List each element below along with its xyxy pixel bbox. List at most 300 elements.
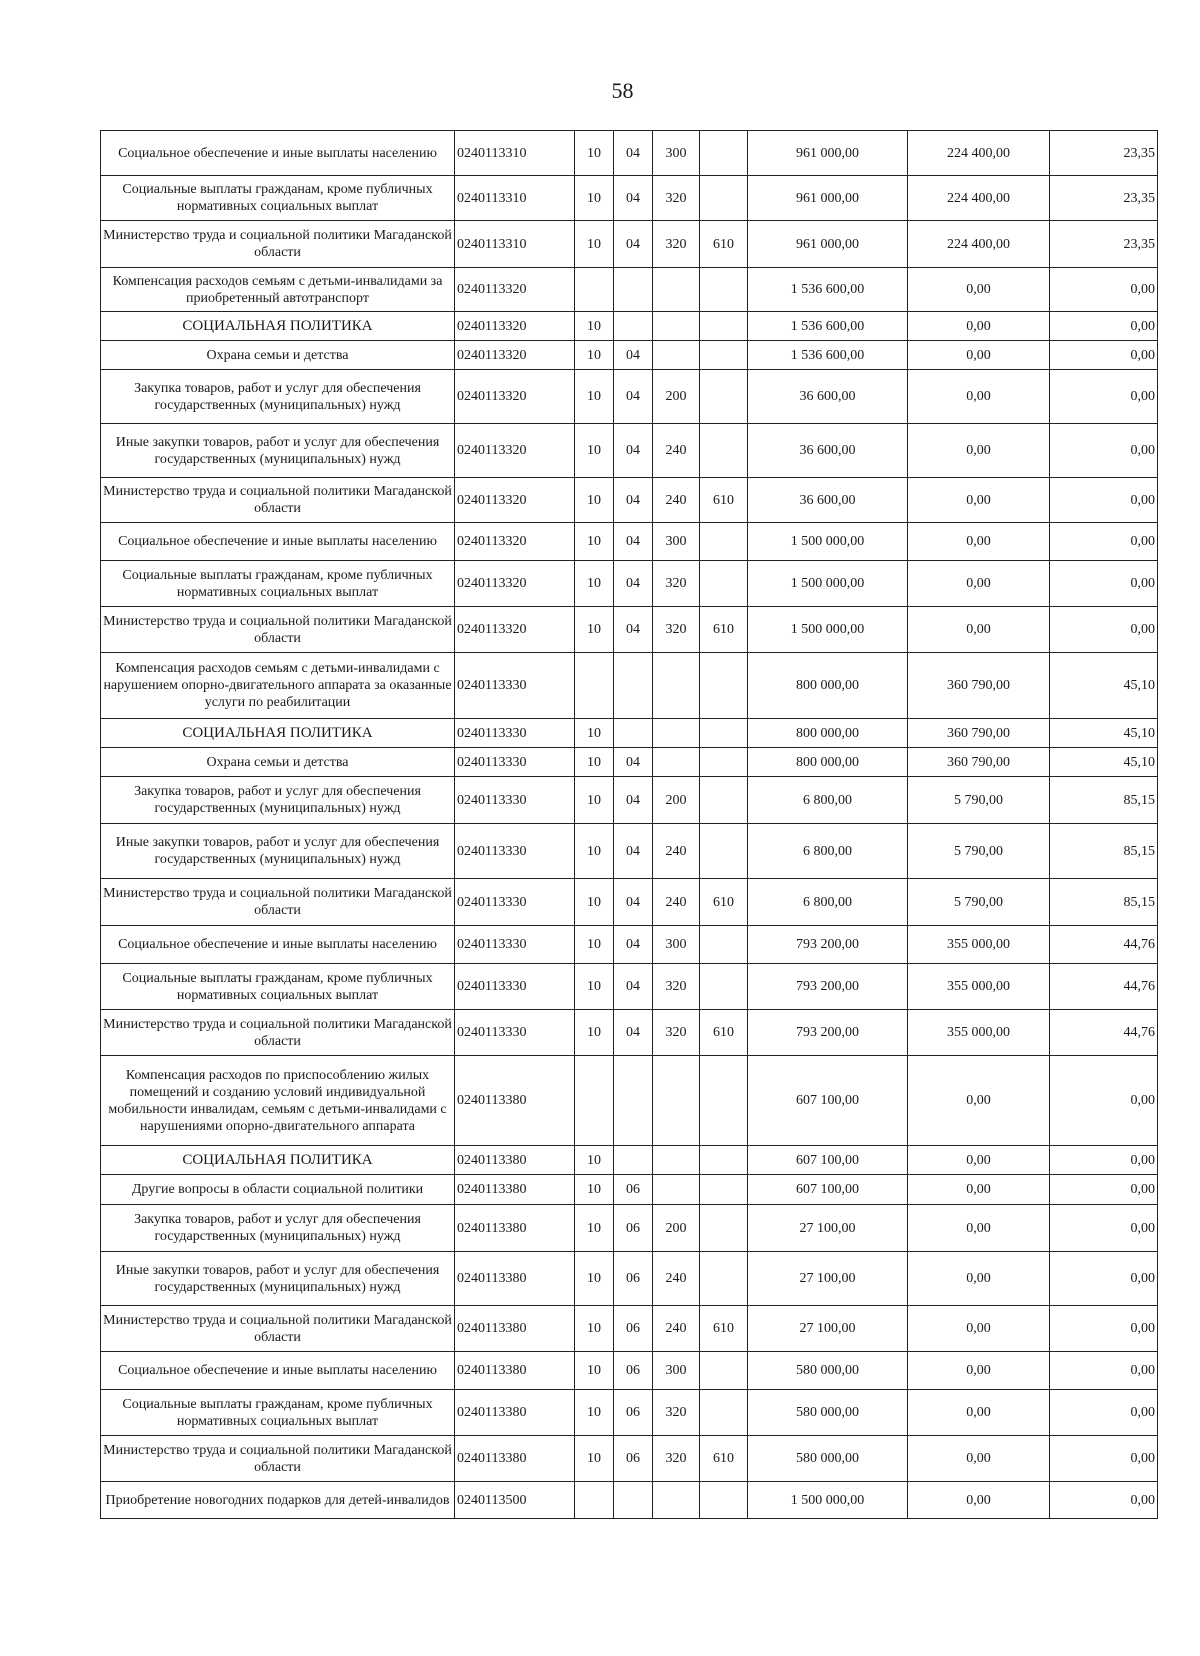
page-number: 58 bbox=[611, 78, 634, 103]
row-executed: 0,00 bbox=[908, 1352, 1050, 1390]
row-planned: 1 536 600,00 bbox=[748, 341, 908, 370]
row-percent: 0,00 bbox=[1050, 1390, 1158, 1436]
row-code: 0240113330 bbox=[455, 964, 575, 1010]
row-expense-type: 320 bbox=[653, 964, 700, 1010]
row-executed: 0,00 bbox=[908, 1390, 1050, 1436]
row-executed: 5 790,00 bbox=[908, 824, 1050, 879]
row-code: 0240113320 bbox=[455, 312, 575, 341]
row-executed: 0,00 bbox=[908, 1252, 1050, 1306]
row-subsection: 04 bbox=[614, 131, 653, 176]
row-percent: 0,00 bbox=[1050, 1175, 1158, 1205]
row-planned: 961 000,00 bbox=[748, 176, 908, 221]
row-code: 0240113380 bbox=[455, 1252, 575, 1306]
row-executed: 0,00 bbox=[908, 607, 1050, 653]
row-executed: 0,00 bbox=[908, 1146, 1050, 1175]
row-expense-type: 300 bbox=[653, 523, 700, 561]
row-expense-type bbox=[653, 312, 700, 341]
row-section: 10 bbox=[575, 221, 614, 268]
row-planned: 793 200,00 bbox=[748, 926, 908, 964]
row-executed: 224 400,00 bbox=[908, 131, 1050, 176]
row-name: Социальные выплаты гражданам, кроме публичных нормативных социальных выплат bbox=[101, 176, 455, 221]
row-expense-type bbox=[653, 719, 700, 748]
row-subsection bbox=[614, 653, 653, 719]
row-expense-type: 320 bbox=[653, 221, 700, 268]
table-row bbox=[101, 879, 1158, 926]
row-section: 10 bbox=[575, 964, 614, 1010]
row-percent: 0,00 bbox=[1050, 478, 1158, 523]
row-name: СОЦИАЛЬНАЯ ПОЛИТИКА bbox=[101, 719, 455, 748]
row-executed: 360 790,00 bbox=[908, 719, 1050, 748]
row-expense-type: 320 bbox=[653, 1436, 700, 1482]
table-row bbox=[101, 964, 1158, 1010]
table-row bbox=[101, 341, 1158, 370]
table-row bbox=[101, 268, 1158, 312]
table-row bbox=[101, 719, 1158, 748]
row-subsection bbox=[614, 719, 653, 748]
row-percent: 0,00 bbox=[1050, 607, 1158, 653]
row-name: Охрана семьи и детства bbox=[101, 341, 455, 370]
row-administrator bbox=[700, 341, 748, 370]
row-administrator: 610 bbox=[700, 1010, 748, 1056]
table-row bbox=[101, 1390, 1158, 1436]
row-subsection: 06 bbox=[614, 1205, 653, 1252]
row-subsection: 04 bbox=[614, 370, 653, 424]
table-row bbox=[101, 561, 1158, 607]
row-name: Компенсация расходов семьям с детьми-инвалидами за приобретенный автотранспорт bbox=[101, 268, 455, 312]
row-executed: 224 400,00 bbox=[908, 176, 1050, 221]
row-executed: 0,00 bbox=[908, 1306, 1050, 1352]
row-subsection: 04 bbox=[614, 523, 653, 561]
row-administrator: 610 bbox=[700, 1306, 748, 1352]
row-subsection bbox=[614, 1482, 653, 1519]
row-name: Социальное обеспечение и иные выплаты населению bbox=[101, 523, 455, 561]
row-percent: 85,15 bbox=[1050, 879, 1158, 926]
row-executed: 0,00 bbox=[908, 312, 1050, 341]
row-subsection: 04 bbox=[614, 221, 653, 268]
table-row bbox=[101, 777, 1158, 824]
row-subsection: 04 bbox=[614, 561, 653, 607]
row-name: Приобретение новогодних подарков для детей-инвалидов bbox=[101, 1482, 455, 1519]
row-planned: 1 500 000,00 bbox=[748, 1482, 908, 1519]
row-planned: 36 600,00 bbox=[748, 370, 908, 424]
row-expense-type: 240 bbox=[653, 879, 700, 926]
table-row bbox=[101, 1056, 1158, 1146]
row-percent: 0,00 bbox=[1050, 424, 1158, 478]
table-row bbox=[101, 926, 1158, 964]
row-planned: 1 536 600,00 bbox=[748, 312, 908, 341]
row-expense-type: 240 bbox=[653, 824, 700, 879]
row-expense-type: 300 bbox=[653, 131, 700, 176]
row-code: 0240113380 bbox=[455, 1205, 575, 1252]
row-administrator bbox=[700, 1175, 748, 1205]
row-name: Иные закупки товаров, работ и услуг для обеспечения государственных (муниципальных) нужд bbox=[101, 424, 455, 478]
row-name: Социальное обеспечение и иные выплаты населению bbox=[101, 926, 455, 964]
row-percent: 45,10 bbox=[1050, 719, 1158, 748]
row-section: 10 bbox=[575, 523, 614, 561]
row-expense-type: 300 bbox=[653, 926, 700, 964]
row-planned: 1 536 600,00 bbox=[748, 268, 908, 312]
row-section: 10 bbox=[575, 1252, 614, 1306]
row-name: Закупка товаров, работ и услуг для обеспечения государственных (муниципальных) нужд bbox=[101, 1205, 455, 1252]
table-row bbox=[101, 176, 1158, 221]
row-subsection: 04 bbox=[614, 879, 653, 926]
row-subsection: 04 bbox=[614, 478, 653, 523]
table-row bbox=[101, 312, 1158, 341]
row-section: 10 bbox=[575, 1175, 614, 1205]
row-planned: 961 000,00 bbox=[748, 131, 908, 176]
row-executed: 0,00 bbox=[908, 561, 1050, 607]
row-administrator bbox=[700, 370, 748, 424]
row-subsection: 06 bbox=[614, 1436, 653, 1482]
row-code: 0240113310 bbox=[455, 221, 575, 268]
row-code: 0240113380 bbox=[455, 1390, 575, 1436]
row-percent: 85,15 bbox=[1050, 824, 1158, 879]
row-administrator: 610 bbox=[700, 478, 748, 523]
row-section: 10 bbox=[575, 478, 614, 523]
row-expense-type: 200 bbox=[653, 1205, 700, 1252]
row-section bbox=[575, 1056, 614, 1146]
row-name: Иные закупки товаров, работ и услуг для обеспечения государственных (муниципальных) нужд bbox=[101, 1252, 455, 1306]
row-administrator bbox=[700, 653, 748, 719]
table-row bbox=[101, 370, 1158, 424]
row-name: Закупка товаров, работ и услуг для обеспечения государственных (муниципальных) нужд bbox=[101, 777, 455, 824]
row-subsection: 06 bbox=[614, 1390, 653, 1436]
row-percent: 0,00 bbox=[1050, 1146, 1158, 1175]
row-percent: 0,00 bbox=[1050, 1056, 1158, 1146]
row-subsection: 04 bbox=[614, 424, 653, 478]
row-administrator bbox=[700, 1482, 748, 1519]
table-row bbox=[101, 1146, 1158, 1175]
row-subsection: 06 bbox=[614, 1352, 653, 1390]
row-percent: 85,15 bbox=[1050, 777, 1158, 824]
row-name: Министерство труда и социальной политики Магаданской области bbox=[101, 1010, 455, 1056]
row-administrator bbox=[700, 1252, 748, 1306]
row-executed: 0,00 bbox=[908, 1056, 1050, 1146]
row-code: 0240113330 bbox=[455, 926, 575, 964]
row-percent: 44,76 bbox=[1050, 1010, 1158, 1056]
row-subsection: 04 bbox=[614, 748, 653, 777]
table-row bbox=[101, 1010, 1158, 1056]
row-code: 0240113380 bbox=[455, 1175, 575, 1205]
row-percent: 0,00 bbox=[1050, 268, 1158, 312]
row-section: 10 bbox=[575, 176, 614, 221]
table-row bbox=[101, 748, 1158, 777]
row-executed: 5 790,00 bbox=[908, 777, 1050, 824]
row-subsection: 04 bbox=[614, 341, 653, 370]
row-executed: 0,00 bbox=[908, 341, 1050, 370]
row-expense-type bbox=[653, 748, 700, 777]
row-section: 10 bbox=[575, 1010, 614, 1056]
row-expense-type bbox=[653, 268, 700, 312]
row-name: Другие вопросы в области социальной политики bbox=[101, 1175, 455, 1205]
row-administrator bbox=[700, 523, 748, 561]
row-expense-type: 240 bbox=[653, 478, 700, 523]
row-section: 10 bbox=[575, 341, 614, 370]
row-executed: 360 790,00 bbox=[908, 653, 1050, 719]
row-administrator bbox=[700, 312, 748, 341]
row-executed: 355 000,00 bbox=[908, 1010, 1050, 1056]
row-code: 0240113310 bbox=[455, 176, 575, 221]
row-code: 0240113320 bbox=[455, 268, 575, 312]
row-percent: 0,00 bbox=[1050, 1306, 1158, 1352]
row-administrator bbox=[700, 268, 748, 312]
row-subsection bbox=[614, 268, 653, 312]
row-section: 10 bbox=[575, 312, 614, 341]
row-administrator bbox=[700, 1205, 748, 1252]
row-code: 0240113380 bbox=[455, 1352, 575, 1390]
row-planned: 961 000,00 bbox=[748, 221, 908, 268]
row-percent: 0,00 bbox=[1050, 341, 1158, 370]
row-subsection: 06 bbox=[614, 1306, 653, 1352]
table-row bbox=[101, 1436, 1158, 1482]
row-percent: 0,00 bbox=[1050, 561, 1158, 607]
row-code: 0240113380 bbox=[455, 1306, 575, 1352]
row-administrator bbox=[700, 964, 748, 1010]
row-name: Компенсация расходов по приспособлению жилых помещений и созданию условий индивидуальной мобильности инвалидам, семьям с детьми-инвалидами с нарушениями опорно-двигательного аппарата bbox=[101, 1056, 455, 1146]
row-code: 0240113320 bbox=[455, 370, 575, 424]
row-name: Социальные выплаты гражданам, кроме публичных нормативных социальных выплат bbox=[101, 1390, 455, 1436]
table-row bbox=[101, 1352, 1158, 1390]
row-administrator bbox=[700, 777, 748, 824]
row-name: Министерство труда и социальной политики Магаданской области bbox=[101, 221, 455, 268]
table-row bbox=[101, 131, 1158, 176]
row-code: 0240113330 bbox=[455, 653, 575, 719]
row-planned: 36 600,00 bbox=[748, 424, 908, 478]
row-subsection bbox=[614, 1146, 653, 1175]
row-subsection: 06 bbox=[614, 1252, 653, 1306]
row-expense-type bbox=[653, 1056, 700, 1146]
row-name: Министерство труда и социальной политики Магаданской области bbox=[101, 1306, 455, 1352]
row-code: 0240113330 bbox=[455, 879, 575, 926]
row-expense-type bbox=[653, 653, 700, 719]
row-expense-type: 320 bbox=[653, 1390, 700, 1436]
row-name: Иные закупки товаров, работ и услуг для обеспечения государственных (муниципальных) нужд bbox=[101, 824, 455, 879]
row-planned: 36 600,00 bbox=[748, 478, 908, 523]
row-subsection: 04 bbox=[614, 926, 653, 964]
table-row bbox=[101, 824, 1158, 879]
row-subsection: 06 bbox=[614, 1175, 653, 1205]
row-executed: 0,00 bbox=[908, 1205, 1050, 1252]
row-expense-type: 320 bbox=[653, 561, 700, 607]
row-percent: 0,00 bbox=[1050, 1482, 1158, 1519]
table-row bbox=[101, 478, 1158, 523]
row-planned: 607 100,00 bbox=[748, 1175, 908, 1205]
row-expense-type: 200 bbox=[653, 370, 700, 424]
row-planned: 800 000,00 bbox=[748, 719, 908, 748]
row-planned: 793 200,00 bbox=[748, 964, 908, 1010]
row-percent: 23,35 bbox=[1050, 131, 1158, 176]
row-expense-type bbox=[653, 1146, 700, 1175]
table-row bbox=[101, 221, 1158, 268]
row-code: 0240113330 bbox=[455, 777, 575, 824]
row-section: 10 bbox=[575, 1436, 614, 1482]
row-subsection: 04 bbox=[614, 1010, 653, 1056]
row-code: 0240113330 bbox=[455, 824, 575, 879]
row-code: 0240113330 bbox=[455, 1010, 575, 1056]
row-subsection: 04 bbox=[614, 824, 653, 879]
table-row bbox=[101, 653, 1158, 719]
row-planned: 6 800,00 bbox=[748, 824, 908, 879]
row-expense-type: 240 bbox=[653, 1252, 700, 1306]
row-expense-type: 320 bbox=[653, 1010, 700, 1056]
row-expense-type: 200 bbox=[653, 777, 700, 824]
row-percent: 0,00 bbox=[1050, 370, 1158, 424]
row-code: 0240113320 bbox=[455, 424, 575, 478]
row-subsection bbox=[614, 312, 653, 341]
row-expense-type: 240 bbox=[653, 1306, 700, 1352]
row-percent: 44,76 bbox=[1050, 926, 1158, 964]
row-name: Министерство труда и социальной политики Магаданской области bbox=[101, 478, 455, 523]
row-code: 0240113380 bbox=[455, 1146, 575, 1175]
row-executed: 360 790,00 bbox=[908, 748, 1050, 777]
table-row bbox=[101, 1252, 1158, 1306]
row-section: 10 bbox=[575, 1306, 614, 1352]
row-percent: 44,76 bbox=[1050, 964, 1158, 1010]
row-code: 0240113310 bbox=[455, 131, 575, 176]
row-code: 0240113330 bbox=[455, 719, 575, 748]
row-subsection bbox=[614, 1056, 653, 1146]
row-administrator bbox=[700, 1352, 748, 1390]
row-planned: 793 200,00 bbox=[748, 1010, 908, 1056]
row-administrator bbox=[700, 719, 748, 748]
row-planned: 6 800,00 bbox=[748, 777, 908, 824]
row-planned: 800 000,00 bbox=[748, 748, 908, 777]
table-row bbox=[101, 523, 1158, 561]
row-section: 10 bbox=[575, 1146, 614, 1175]
row-executed: 0,00 bbox=[908, 1482, 1050, 1519]
row-subsection: 04 bbox=[614, 607, 653, 653]
row-planned: 607 100,00 bbox=[748, 1056, 908, 1146]
row-administrator bbox=[700, 926, 748, 964]
table-row bbox=[101, 1205, 1158, 1252]
row-section: 10 bbox=[575, 1390, 614, 1436]
row-executed: 0,00 bbox=[908, 478, 1050, 523]
row-code: 0240113320 bbox=[455, 607, 575, 653]
row-administrator bbox=[700, 824, 748, 879]
row-code: 0240113320 bbox=[455, 478, 575, 523]
row-executed: 0,00 bbox=[908, 523, 1050, 561]
row-section: 10 bbox=[575, 424, 614, 478]
row-code: 0240113320 bbox=[455, 523, 575, 561]
row-administrator bbox=[700, 748, 748, 777]
row-name: Министерство труда и социальной политики Магаданской области bbox=[101, 1436, 455, 1482]
table-row bbox=[101, 424, 1158, 478]
row-planned: 580 000,00 bbox=[748, 1436, 908, 1482]
table-row bbox=[101, 1175, 1158, 1205]
row-code: 0240113320 bbox=[455, 561, 575, 607]
row-subsection: 04 bbox=[614, 176, 653, 221]
row-executed: 355 000,00 bbox=[908, 926, 1050, 964]
row-section: 10 bbox=[575, 1352, 614, 1390]
table-row bbox=[101, 1482, 1158, 1519]
row-code: 0240113380 bbox=[455, 1436, 575, 1482]
row-planned: 27 100,00 bbox=[748, 1252, 908, 1306]
row-section: 10 bbox=[575, 561, 614, 607]
table-row bbox=[101, 607, 1158, 653]
row-administrator bbox=[700, 561, 748, 607]
row-section: 10 bbox=[575, 1205, 614, 1252]
row-administrator bbox=[700, 1146, 748, 1175]
row-administrator bbox=[700, 131, 748, 176]
row-code: 0240113500 bbox=[455, 1482, 575, 1519]
row-planned: 800 000,00 bbox=[748, 653, 908, 719]
row-section: 10 bbox=[575, 926, 614, 964]
row-planned: 580 000,00 bbox=[748, 1390, 908, 1436]
row-name: Социальные выплаты гражданам, кроме публичных нормативных социальных выплат bbox=[101, 561, 455, 607]
row-section: 10 bbox=[575, 824, 614, 879]
row-planned: 27 100,00 bbox=[748, 1205, 908, 1252]
row-percent: 0,00 bbox=[1050, 1252, 1158, 1306]
row-percent: 0,00 bbox=[1050, 312, 1158, 341]
row-name: Министерство труда и социальной политики Магаданской области bbox=[101, 607, 455, 653]
row-administrator: 610 bbox=[700, 879, 748, 926]
budget-table bbox=[100, 130, 1158, 1519]
row-executed: 0,00 bbox=[908, 370, 1050, 424]
row-percent: 23,35 bbox=[1050, 176, 1158, 221]
row-name: Закупка товаров, работ и услуг для обеспечения государственных (муниципальных) нужд bbox=[101, 370, 455, 424]
table-row bbox=[101, 1306, 1158, 1352]
row-administrator bbox=[700, 1056, 748, 1146]
row-expense-type bbox=[653, 341, 700, 370]
row-percent: 0,00 bbox=[1050, 1436, 1158, 1482]
row-name: Социальные выплаты гражданам, кроме публичных нормативных социальных выплат bbox=[101, 964, 455, 1010]
row-executed: 0,00 bbox=[908, 268, 1050, 312]
row-expense-type: 320 bbox=[653, 176, 700, 221]
row-executed: 0,00 bbox=[908, 1436, 1050, 1482]
row-planned: 1 500 000,00 bbox=[748, 607, 908, 653]
row-planned: 580 000,00 bbox=[748, 1352, 908, 1390]
row-percent: 45,10 bbox=[1050, 748, 1158, 777]
row-planned: 607 100,00 bbox=[748, 1146, 908, 1175]
row-executed: 0,00 bbox=[908, 424, 1050, 478]
row-percent: 45,10 bbox=[1050, 653, 1158, 719]
row-percent: 0,00 bbox=[1050, 1352, 1158, 1390]
row-name: СОЦИАЛЬНАЯ ПОЛИТИКА bbox=[101, 1146, 455, 1175]
row-section: 10 bbox=[575, 748, 614, 777]
row-section: 10 bbox=[575, 131, 614, 176]
row-administrator: 610 bbox=[700, 221, 748, 268]
row-planned: 6 800,00 bbox=[748, 879, 908, 926]
row-code: 0240113380 bbox=[455, 1056, 575, 1146]
row-subsection: 04 bbox=[614, 777, 653, 824]
row-name: Социальное обеспечение и иные выплаты населению bbox=[101, 1352, 455, 1390]
row-section bbox=[575, 653, 614, 719]
row-expense-type: 300 bbox=[653, 1352, 700, 1390]
row-section: 10 bbox=[575, 370, 614, 424]
row-percent: 0,00 bbox=[1050, 523, 1158, 561]
row-name: Министерство труда и социальной политики Магаданской области bbox=[101, 879, 455, 926]
row-name: Компенсация расходов семьям с детьми-инвалидами с нарушением опорно-двигательного аппарата за оказанные услуги по реабилитации bbox=[101, 653, 455, 719]
row-administrator bbox=[700, 176, 748, 221]
row-name: Социальное обеспечение и иные выплаты населению bbox=[101, 131, 455, 176]
row-section bbox=[575, 1482, 614, 1519]
row-name: СОЦИАЛЬНАЯ ПОЛИТИКА bbox=[101, 312, 455, 341]
row-administrator bbox=[700, 1390, 748, 1436]
row-expense-type: 320 bbox=[653, 607, 700, 653]
row-executed: 0,00 bbox=[908, 1175, 1050, 1205]
row-planned: 1 500 000,00 bbox=[748, 523, 908, 561]
row-section: 10 bbox=[575, 607, 614, 653]
row-percent: 23,35 bbox=[1050, 221, 1158, 268]
row-planned: 27 100,00 bbox=[748, 1306, 908, 1352]
row-code: 0240113330 bbox=[455, 748, 575, 777]
row-administrator bbox=[700, 424, 748, 478]
row-planned: 1 500 000,00 bbox=[748, 561, 908, 607]
row-executed: 5 790,00 bbox=[908, 879, 1050, 926]
row-section: 10 bbox=[575, 719, 614, 748]
row-name: Охрана семьи и детства bbox=[101, 748, 455, 777]
row-section: 10 bbox=[575, 777, 614, 824]
